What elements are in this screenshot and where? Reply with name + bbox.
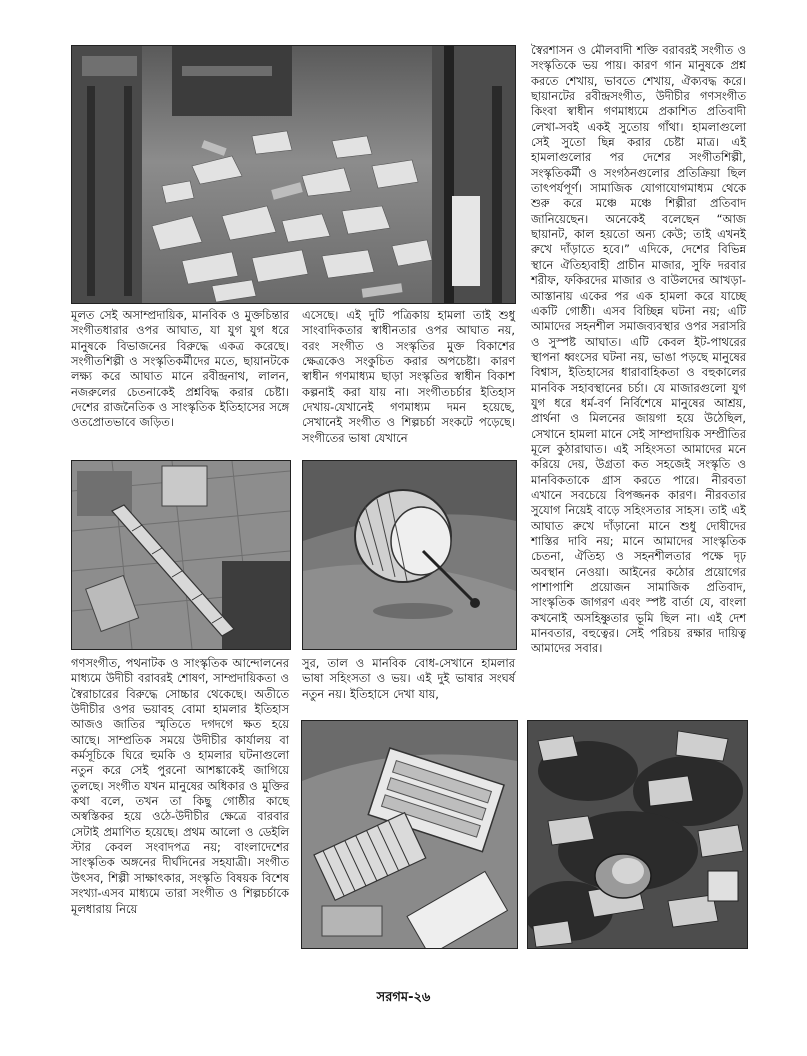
article-col2-bottom: সুর, তাল ও মানবিক বোধ-সেখানে হামলার ভাষা সহিংসতা ও ভয়। এই দুই ভাষার সংঘর্ষ নতুন নয়। ইতিহাসে দেখা যায়, [302,656,515,701]
article-col2-top: এসেছে। এই দুটি পত্রিকায় হামলা তাই শুধু সাংবাদিকতার স্বাধীনতার ওপর আঘাত নয়, বরং সংগীত ও সংস্কৃতির মুক্ত বিকাশের ক্ষেত্রকেও সংকুচিত করার অপচেষ্টা। কারণ স্বাধীন গণমাধ্যম ছাড়া সংস্কৃতির স্বাধীন বিকাশ কল্পনাই করা যায় না। সংগীতচর্চার ইতিহাস দেখায়-যেখানেই গণমাধ্যম দমন হয়েছে, সেখানেই সংগীত ও শিল্পচর্চা সংকটে পড়েছে। সংগীতের ভাষা যেখানে [302,308,515,445]
debris-pile-icon [528,721,747,948]
article-col3: স্বৈরশাসন ও মৌলবাদী শক্তি বরাবরই সংগীত ও সংস্কৃতিকে ভয় পায়। কারণ গান মানুষকে প্রশ্ন করতে শেখায়, ভাবতে শেখায়, ঐক্যবদ্ধ করে। ছায়ানটের রবীন্দ্রসংগীত, উদীচীর গণসংগীত কিংবা স্বাধীন গণমাধ্যমে প্রকাশিত প্রতিবাদী লেখা-সবই একই সুতোয় গাঁথা। হামলাগুলো সেই সুতো ছিন্ন করার চেষ্টা মাত্র। এই হামলাগুলোর পর দেশের সংগীতশিল্পী, সংস্কৃতিকর্মী ও সংগঠনগুলোর প্রতিক্রিয়া ছিল তাৎপর্যপূর্ণ। সামাজিক যোগাযোগমাধ্যম থেকে শুরু করে মঞ্চে মঞ্চে শিল্পীরা প্রতিবাদ জানিয়েছেন। অনেকেই বলেছেন “আজ ছায়ানট, কাল হয়তো অন্য কেউ; তাই এখনই রুখে দাঁড়াতে হবে।” এদিকে, দেশের বিভিন্ন স্থানে ঐতিহ্যবাহী প্রাচীন মাজার, সুফি দরবার শরীফ, ফকিরদের মাজার ও বাউলদের আখড়া-আস্তানায় একের পর এক হামলা করে যাচ্ছে একটি গোষ্ঠী। এসব বিচ্ছিন্ন ঘটনা নয়; এটি আমাদের সহনশীল সমাজব্যবস্থার ওপর সরাসরি ও সুস্পষ্ট আঘাত। এটি কেবল ইট-পাথরের স্থাপনা ধ্বংসের ঘটনা নয়, ভাঙা পড়ছে মানুষের বিশ্বাস, ইতিহাসের ধারাবাহিকতা ও বহুকালের মানবিক সহাবস্থানের চর্চা। যে মাজারগুলো যুগ যুগ ধরে ধর্ম-বর্ণ নির্বিশেষে মানুষের আশ্রয়, প্রার্থনা ও মিলনের জায়গা হয়ে উঠেছিল, সেখানে হামলা মানে সেই সাম্প্রদায়িক সম্প্রীতির মূলে কুঠারাঘাত। এই সহিংসতা আমাদের মনে করিয়ে দেয়, উগ্রতা কত সহজেই সংস্কৃতি ও মানবিকতাকে গ্রাস করতে পারে। নীরবতা এখানে সবচেয়ে বিপজ্জনক কারণ। নীরবতার সুযোগ নিয়েই বাড়ে সহিংসতার সাহস। তাই এই আঘাত রুখে দাঁড়ানো মানে শুধু দোষীদের শাস্তির দাবি নয়; মানে আমাদের সাংস্কৃতিক চেতনা, ঐতিহ্য ও সহনশীলতার পক্ষে দৃঢ় অবস্থান নেওয়া। আইনের কঠোর প্রয়োগের পাশাপাশি প্রয়োজন সামাজিক প্রতিবাদ, সাংস্কৃতিক জাগরণ এবং স্পষ্ট বার্তা যে, বাংলা কখনোই অসহিষ্ণুতার ভূমি ছিল না। এই দেশ মানবতার, বহুত্বের। সেই পরিচয় রক্ষার দায়িত্ব আমাদের সবার। [531,43,746,656]
broken-drum-icon [303,461,516,649]
broken-esraj-icon [72,461,290,649]
article-col1-top: মূলত সেই অসাম্প্রদায়িক, মানবিক ও মুক্তচিন্তার সংগীতধারার ওপর আঘাত, যা যুগ যুগ ধরে মানুষকে বিভাজনের বিরুদ্ধে একত্র করেছে। সংগীতশিল্পী ও সংস্কৃতিকর্মীদের মতে, ছায়ানটকে লক্ষ্য করে আঘাত মানে রবীন্দ্রনাথ, লালন, নজরুলের চেতনাকেই প্রশ্নবিদ্ধ করার চেষ্টা। দেশের রাজনৈতিক ও সাংস্কৃতিক ইতিহাসের সঙ্গে ওতপ্রোতভাবে জড়িত। [71,308,289,430]
photo-broken-drum [302,460,517,650]
photo-broken-esraj [71,460,291,650]
page-number-label: সরগম-২৬ [376,990,431,1005]
photo-debris-pile [527,720,748,949]
broken-harmonium-icon [302,721,517,948]
article-col1-bottom: গণসংগীত, পথনাটক ও সাংস্কৃতিক আন্দোলনের মাধ্যমে উদীচী বরাবরই শোষণ, সাম্প্রদায়িকতা ও স্বৈরাচারের বিরুদ্ধে সোচ্চার থেকেছে। অতীতে উদীচীর ওপর ভয়াবহ বোমা হামলার ইতিহাস আজও জাতির স্মৃতিতে দগদগে ক্ষত হয়ে আছে। সাম্প্রতিক সময়ে উদীচীর কার্যালয় বা কর্মসূচিকে ঘিরে হুমকি ও হামলার ঘটনাগুলো নতুন করে সেই পুরনো আশঙ্কাকেই জাগিয়ে তুলছে। সংগীত যখন মানুষের অধিকার ও মুক্তির কথা বলে, তখন তা কিছু গোষ্ঠীর কাছে অস্বস্তিকর হয়ে ওঠে-উদীচীর ক্ষেত্রে বারবার সেটাই প্রমাণিত হয়েছে। প্রথম আলো ও ডেইলি স্টার কেবল সংবাদপত্র নয়; বাংলাদেশের সাংস্কৃতিক অঙ্গনের দীর্ঘদিনের সহযাত্রী। সংগীত উৎসব, শিল্পী সাক্ষাৎকার, সংস্কৃতি বিষয়ক বিশেষ সংখ্যা-এসব মাধ্যমে তারা সংগীত ও শিল্পচর্চাকে মূলধারায় নিয়ে [71,656,289,916]
photo-scattered-papers [71,45,516,304]
scattered-papers-icon [72,46,515,303]
photo-broken-harmonium [301,720,518,949]
